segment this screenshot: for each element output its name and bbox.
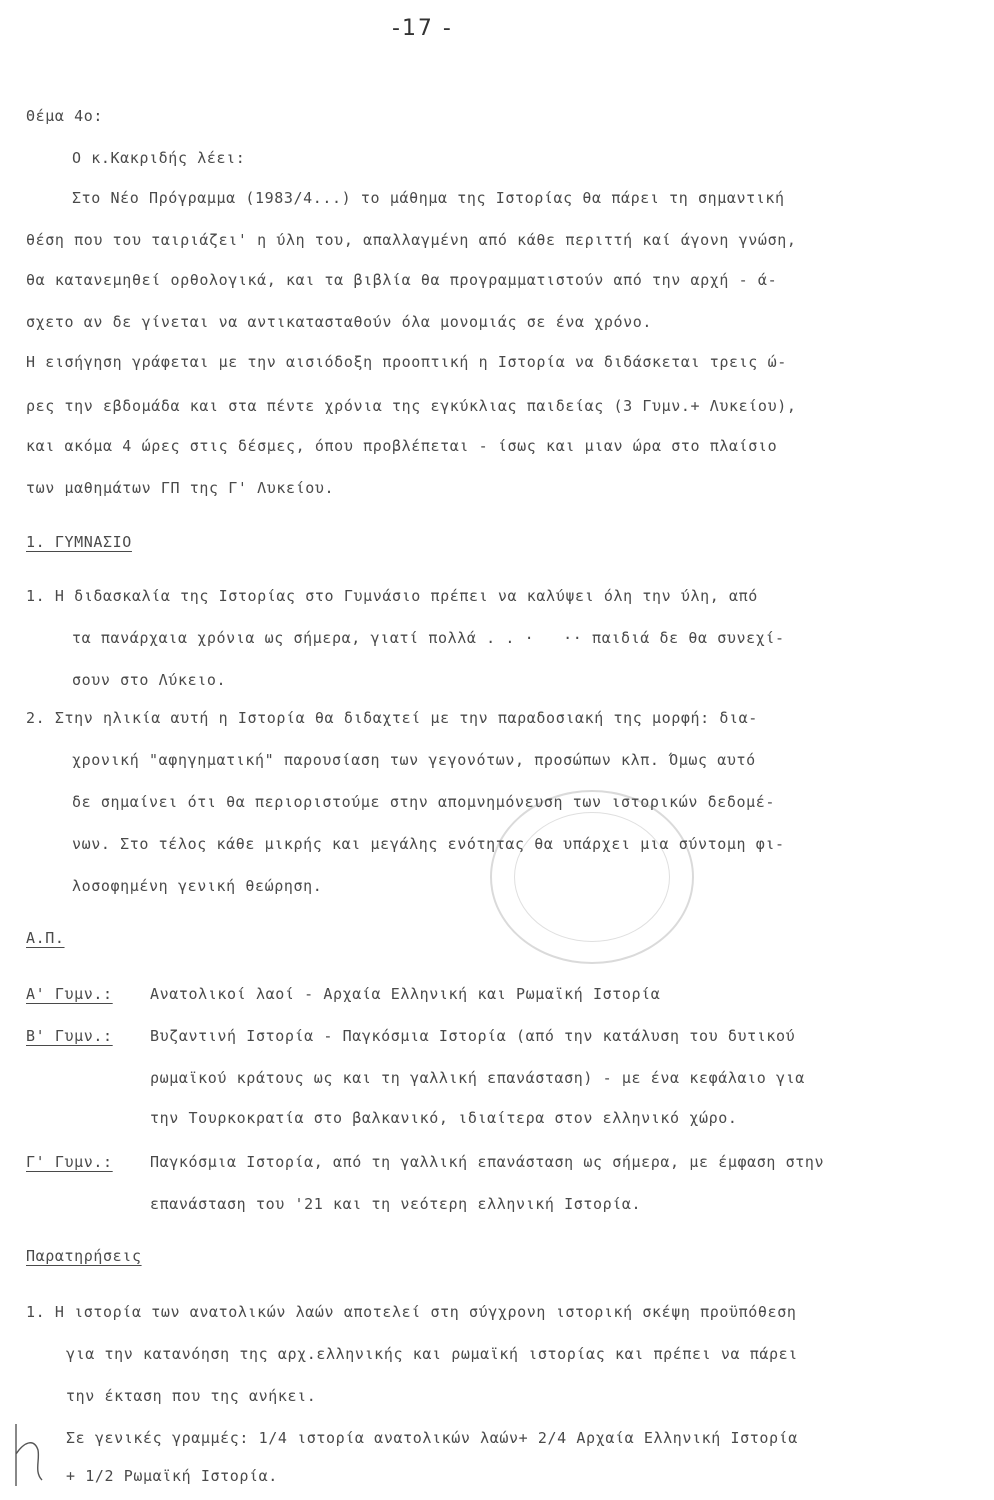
remark-line-3: την έκταση που της ανήκει. — [66, 1387, 317, 1405]
class-b-text-1: Βυζαντινή Ιστορία - Παγκόσμια Ιστορία (από την κατάλυση του δυτικού — [150, 1027, 796, 1045]
ap-label: Α.Π. — [26, 929, 65, 947]
remark-line-5: + 1/2 Ρωμαϊκή Ιστορία. — [66, 1467, 278, 1485]
class-b-label: Β' Γυμν.: — [26, 1027, 113, 1045]
section-1-line-6: δε σημαίνει ότι θα περιοριστούμε στην απομνημόνευση των ιστορικών δεδομέ- — [72, 793, 776, 811]
section-1-line-7: νων. Στο τέλος κάθε μικρής και μεγάλης ενότητας θα υπάρχει μια σύντομη φι- — [72, 835, 785, 853]
intro-line-6: Η εισήγηση γράφεται με την αισιόδοξη προοπτική η Ιστορία να διδάσκεται τρεις ώ- — [26, 353, 787, 371]
intro-line-8: και ακόμα 4 ώρες στις δέσμες, όπου προβλέπεται - ίσως και μιαν ώρα στο πλαίσιο — [26, 437, 778, 455]
intro-line-4: θα κατανεμηθεί ορθολογικά, και τα βιβλία θα προγραμματιστούν από την αρχή - ά- — [26, 271, 778, 289]
intro-line-3: θέση που του ταιριάζει' η ύλη του, απαλλαγμένη από κάθε περιττή καί άγονη γνώση, — [26, 231, 797, 249]
class-c-text-1: Παγκόσμια Ιστορία, από τη γαλλική επανάσταση ως σήμερα, με έμφαση στην — [150, 1153, 825, 1171]
intro-line-2: Στο Νέο Πρόγραμμα (1983/4...) το μάθημα της Ιστορίας θα πάρει τη σημαντική — [72, 189, 785, 207]
class-a-label: Α' Γυμν.: — [26, 985, 113, 1003]
seal-stamp — [490, 790, 694, 964]
remark-line-1: 1. Η ιστορία των ανατολικών λαών αποτελεί στη σύγχρονη ιστορική σκέψη προϋπόθεση — [26, 1303, 797, 1321]
intro-line-9: των μαθημάτων ΓΠ της Γ' Λυκείου. — [26, 479, 335, 497]
section-1-line-4: 2. Στην ηλικία αυτή η Ιστορία θα διδαχτεί με την παραδοσιακή της μορφή: δια- — [26, 709, 758, 727]
class-b-text-2: ρωμαϊκού κράτους ως και τη γαλλική επανάσταση) - με ένα κεφάλαιο για — [150, 1069, 805, 1087]
remark-line-4: Σε γενικές γραμμές: 1/4 ιστορία ανατολικών λαών+ 2/4 Αρχαία Ελληνική Ιστορία — [66, 1429, 798, 1447]
class-c-label: Γ' Γυμν.: — [26, 1153, 113, 1171]
remark-line-2: για την κατανόηση της αρχ.ελληνικής και ρωμαϊκή ιστορίας και πρέπει να πάρει — [66, 1345, 798, 1363]
section-1-line-5: χρονική "αφηγηματική" παρουσίαση των γεγονότων, προσώπων κλπ. Όμως αυτό — [72, 751, 756, 769]
remarks-title: Παρατηρήσεις — [26, 1247, 142, 1265]
section-1-line-3: σουν στο Λύκειο. — [72, 671, 227, 689]
section-heading: Θέμα 4ο: — [26, 107, 104, 125]
page-number: -17 - — [392, 16, 453, 41]
class-a-text: Ανατολικοί λαοί - Αρχαία Ελληνική και Ρωμαϊκή Ιστορία — [150, 985, 661, 1003]
intro-line-5: σχετο αν δε γίνεται να αντικατασταθούν όλα μονομιάς σε ένα χρόνο. — [26, 313, 652, 331]
section-1-line-2: τα πανάρχαια χρόνια ως σήμερα, γιατί πολλά . . · ·· παιδιά δε θα συνεχί- — [72, 629, 785, 647]
section-1-line-8: λοσοφημένη γενική θεώρηση. — [72, 877, 323, 895]
handwritten-mark-icon — [8, 1420, 48, 1490]
intro-line-7: ρες την εβδομάδα και στα πέντε χρόνια της εγκύκλιας παιδείας (3 Γυμν.+ Λυκείου), — [26, 397, 797, 415]
section-1-line-1: 1. Η διδασκαλία της Ιστορίας στο Γυμνάσιο πρέπει να καλύψει όλη την ύλη, από — [26, 587, 758, 605]
class-b-text-3: την Τουρκοκρατία στο βαλκανικό, ιδιαίτερα στον ελληνικό χώρο. — [150, 1109, 738, 1127]
section-1-title: 1. ΓΥΜΝΑΣΙΟ — [26, 533, 132, 551]
class-c-text-2: επανάσταση του '21 και τη νεότερη ελληνική Ιστορία. — [150, 1195, 642, 1213]
intro-line-1: Ο κ.Κακριδής λέει: — [72, 149, 246, 167]
